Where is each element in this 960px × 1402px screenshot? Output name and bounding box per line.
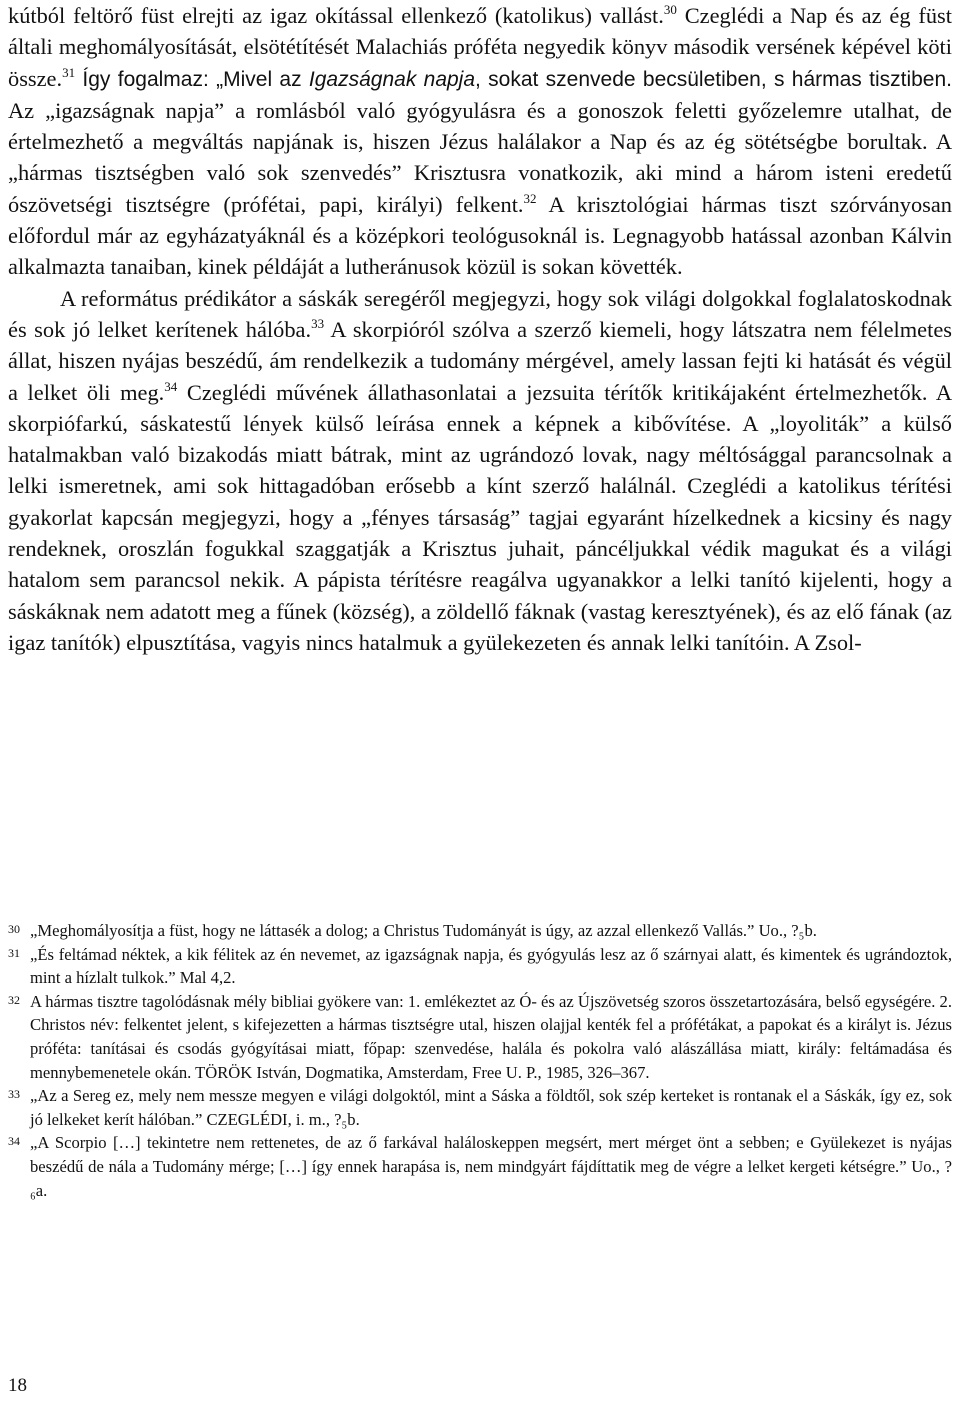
footnote-number: 32 bbox=[8, 992, 20, 1007]
paragraph-1 bbox=[8, 0, 952, 283]
footnote-31 bbox=[8, 943, 952, 990]
footnote-ref-30: 30 bbox=[663, 2, 677, 17]
footnote-text: „És feltámad néktek, a kik félitek az én nevemet, az igazságnak napja, és gyógyulás lesz az ő szárnyai alatt, és kimentek és ugrándoztok, mint a hízlalt tulkok.” Mal 4,2. bbox=[30, 944, 952, 988]
page-number: 18 bbox=[8, 1375, 27, 1396]
footnote-text: A hármas tisztre tagolódásnak mély bibliai gyökere van: 1. emlékeztet az Ó- és az Újszövetség szoros összetartozására, belső egységére. 2. Christos név: felkentet jelent, s kifejezetten a hármas tisztségre utal, hiszen olajjal kenték fel a prófétákat, a papokat és a királyt is. Jézus próféta: tanításai és csodás gyógyításai miatt, főpap: szenvedése, halála és pokolra való alászállása miatt, király: feltámadása és mennybemenetele okán. TÖRÖK István, Dogmatika, Amsterdam, Free U. P., 1985, 326–367. bbox=[30, 991, 952, 1082]
text-run: Czeglédi művének állathasonlatai a jezsuita térítők kritikájaként értelmezhetők. A skorpiófarkú, sáskatestű lények külső leírása ennek a képnek a kibővítése. A „loyoliták” a külső hatalmakban való bizakodás miatt bátrak, mint az ugrándozó lovak, nagy méltósággal parancsolnak a lelki ismeretnek, ami sok hittagadóban erősebb a kínt szerző halálnál. Czeglédi a katolikus térítési gyakorlat kapcsán megjegyzi, hogy a „fényes társaság” tagjai egyaránt hízelkednek a kicsiny és nagy rendeknek, oroszlán fogukkal szaggatják a Krisztus juhait, páncéljukkal védik magukat és a világi hatalom sem parancsol nekik. A pápista térítésre reagálva ugyanakkor a lelki tanító kijelenti, hogy a sáskáknak nem adatott meg a fűnek (község), a zöldellő fáknak (vastag keresztyének), és az elő fának (az igaz tanítók) elpusztítása, vagyis nincs hatalmuk a gyülekezeten és annak lelki tanítóin. A Zsol- bbox=[8, 379, 952, 655]
text-run: Így fogalmaz: „Mivel az bbox=[75, 67, 309, 91]
footnote-ref-34: 34 bbox=[164, 378, 178, 394]
footnotes bbox=[8, 919, 952, 1202]
italic-phrase: Igazságnak napja bbox=[308, 67, 476, 91]
text-run: A skorpióról szólva a szerző kiemeli, hogy látszatra nem félelmetes állat, hiszen nyájas beszédű, ám rendelkezik a tudomány mérgével, amely lassan fejti ki hatását és végül a lelket öli meg. bbox=[8, 316, 952, 405]
footnote-number: 30 bbox=[8, 922, 20, 936]
text-run: , sokat szenvede becsületiben, s hármas tisztiben. bbox=[475, 67, 952, 91]
footnote-text: „Meghomályosítja a füst, hogy ne láttasék a dolog; a Christus Tudományát is úgy, az azzal ellenkező Vallás.” Uo., ?₅b. bbox=[30, 921, 817, 940]
footnote-ref-32: 32 bbox=[523, 190, 537, 206]
body-text bbox=[8, 0, 952, 658]
text-run: kútból feltörő füst elrejti az igaz okítással ellenkező (katolikus) vallást. bbox=[8, 3, 664, 28]
footnote-text: „Az a Sereg ez, mely nem messze megyen e világi dolgoktól, mint a Sáska a földtől, sok szép kerteket is rontanak el a Sáskák, így ez, sok jó lelkeket kerít hálóban.” CZEGLÉDI, i. m., ?₅b. bbox=[30, 1086, 952, 1129]
footnote-33 bbox=[8, 1084, 952, 1131]
footnote-number: 31 bbox=[8, 945, 20, 960]
text-run: Az „igazságnak napja” a romlásból való gyógyulásra és a gonoszok feletti győzelemre utalhat, de értelmezhető a megváltás napjának is, hiszen Jézus halálakor a Nap és az ég sötétségbe borultak. A „hármas tisztségben való sok szenvedés” Krisztusra vonatkozik, aki mind a három isteni eredetű ószövetségi tisztségre (prófétai, papi, királyi) felkent. bbox=[8, 97, 952, 217]
footnote-34 bbox=[8, 1131, 952, 1202]
text-run: A református prédikátor a sáskák seregéről megjegyzi, hogy sok világi dolgokkal foglalatoskodnak és sok jó lelket kerítenek hálóba. bbox=[8, 285, 952, 342]
footnote-32 bbox=[8, 990, 952, 1084]
footnote-text: „A Scorpio […] tekintetre nem rettenetes, de az ő farkával haláloskeppen megsért, mert mérget önt a sebben; e Gyülekezet is nyájas beszédű de nála a Tudomány mérge; […] így ennek harapása is, nem mindgyárt fájdíttatik meg de végre a lelket kergeti kétségre.” Uo., ?₆a. bbox=[30, 1133, 952, 1200]
text-run: Czeglédi a Nap és az ég füst általi meghomályosítását, elsötétítését Malachiás próféta negyedik könyv második versének képével köti össze. bbox=[8, 3, 952, 91]
text-run: A krisztológiai hármas tiszt szórványosan előfordul már az egyházatyáknál és a középkori teológusoknál is. Legnagyobb hatással azonban Kálvin alkalmazta tanaiban, kinek példáját a lutheránusok közül is sokan követték. bbox=[8, 191, 952, 280]
footnote-number: 34 bbox=[8, 1134, 20, 1149]
footnote-30 bbox=[8, 919, 952, 943]
paragraph-2 bbox=[8, 283, 952, 659]
footnote-number: 33 bbox=[8, 1087, 20, 1102]
footnote-ref-33: 33 bbox=[311, 315, 325, 331]
footnote-ref-31: 31 bbox=[62, 64, 76, 80]
